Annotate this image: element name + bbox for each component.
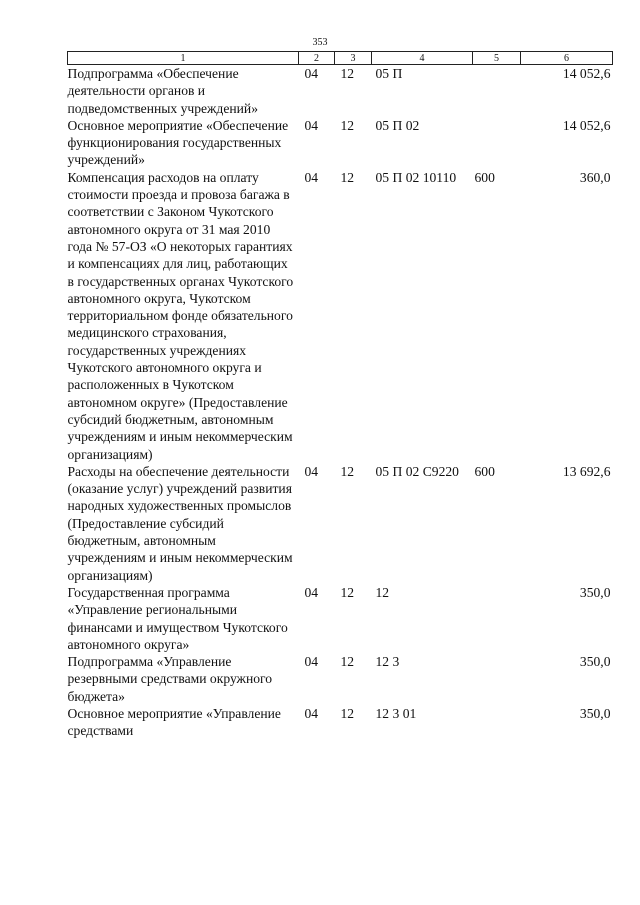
table-row (68, 65, 613, 117)
row-subsection: 12 (340, 169, 355, 185)
table-row (68, 463, 613, 584)
row-target-code: 05 П (375, 66, 403, 81)
row-description: Основное мероприятие «Обеспечение функционирования государственных учреждений» (67, 117, 289, 168)
row-expense-type: 600 (474, 463, 495, 479)
row-section: 04 (304, 117, 319, 133)
table-row (68, 653, 613, 705)
column-header-5: 5 (473, 52, 521, 65)
row-subsection: 12 (340, 705, 355, 721)
column-header-1: 1 (68, 52, 299, 65)
row-amount: 13 692,6 (562, 463, 611, 479)
table-row (68, 169, 613, 463)
column-header-3: 3 (335, 52, 372, 65)
row-expense-type: 600 (474, 169, 495, 185)
row-description: Расходы на обеспечение деятельности (оказание услуг) учреждений развития народных художественных промыслов (Предоставление субсидий бюджетным, автономным учреждениям и иным некоммерческим организациям) (67, 463, 293, 583)
row-subsection: 12 (340, 463, 355, 479)
row-section: 04 (304, 584, 319, 600)
row-description: Основное мероприятие «Управление средствами (67, 705, 281, 739)
row-section: 04 (304, 169, 319, 185)
row-expense-type (473, 584, 521, 653)
row-expense-type (473, 653, 521, 705)
row-amount: 360,0 (579, 169, 611, 185)
row-target-code: 05 П 02 (375, 117, 420, 133)
budget-table (67, 51, 613, 740)
row-amount: 14 052,6 (562, 66, 611, 81)
row-amount: 350,0 (579, 705, 611, 721)
row-description: Государственная программа «Управление региональными финансами и имуществом Чукотского автономного округа» (67, 584, 288, 652)
row-description: Подпрограмма «Обеспечение деятельности органов и подведомственных учреждений» (67, 66, 258, 116)
row-description: Подпрограмма «Управление резервными средствами окружного бюджета» (67, 654, 273, 704)
row-amount: 350,0 (579, 584, 611, 600)
row-section: 04 (304, 463, 319, 479)
row-section: 04 (304, 705, 319, 721)
row-expense-type (473, 117, 521, 169)
row-subsection: 12 (340, 117, 355, 133)
row-target-code: 05 П 02 10110 (375, 169, 457, 185)
table-row (68, 584, 613, 653)
row-amount: 350,0 (579, 654, 611, 670)
row-expense-type (473, 705, 521, 740)
row-subsection: 12 (340, 654, 355, 670)
row-target-code: 12 3 01 (375, 705, 417, 721)
column-number-header (68, 52, 613, 65)
row-target-code: 12 (375, 584, 390, 600)
row-description: Компенсация расходов на оплату стоимости проезда и провоза багажа в соответствии с Законом Чукотского автономного округа от 31 мая 2010 года № 57-ОЗ «О некоторых гарантиях и компенсациях для лиц, работающих в государственных органах Чукотского автономного округа, Чукотском территориальном фонде обязательного медицинского страхования, государственных учреждениях Чукотского автономного округа и расположенных в Чукотском автономном округе» (Предоставление субсидий бюджетным, автономным учреждениям и иным некоммерческим организациям) (67, 169, 294, 462)
row-section: 04 (304, 654, 319, 670)
page-number: 353 (312, 37, 328, 48)
row-target-code: 12 3 (375, 654, 400, 670)
row-subsection: 12 (340, 66, 355, 81)
row-expense-type (473, 65, 521, 117)
table-row (68, 117, 613, 169)
column-header-6: 6 (521, 52, 613, 65)
row-amount: 14 052,6 (562, 117, 611, 133)
row-section: 04 (304, 66, 319, 81)
column-header-4: 4 (372, 52, 473, 65)
row-target-code: 05 П 02 С9220 (375, 463, 459, 479)
column-header-2: 2 (299, 52, 335, 65)
row-subsection: 12 (340, 584, 355, 600)
table-row (68, 705, 613, 740)
